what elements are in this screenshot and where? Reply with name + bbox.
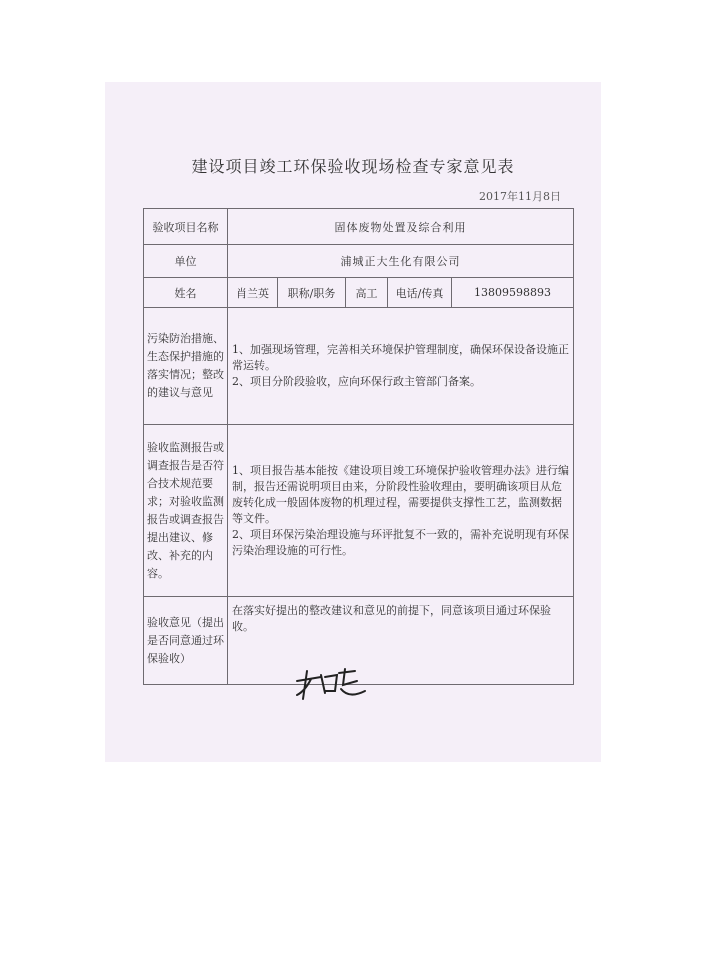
title-label: 职称/职务 [278, 278, 346, 308]
project-name-label: 验收项目名称 [144, 209, 228, 245]
report-label: 验收监测报告或调查报告是否符合技术规范要求；对验收监测报告或调查报告提出建议、修改、补充的内容。 [144, 425, 228, 597]
scanned-form-page [105, 82, 601, 762]
name-value: 肖兰英 [228, 278, 278, 308]
phone-value: 13809598893 [452, 278, 574, 308]
document-date: 2017年11月8日 [479, 190, 561, 203]
unit-row [144, 245, 574, 278]
pollution-line-2: 2、项目分阶段验收，应向环保行政主管部门备案。 [232, 375, 481, 388]
phone-label: 电话/传真 [388, 278, 452, 308]
report-line-1: 1、项目报告基本能按《建设项目竣工环境保护验收管理办法》进行编制，报告还需说明项目由来，分阶段性验收理由，要明确该项目从危废转化成一般固体废物的机理过程，需要提供支撑性工艺，监测数据等文件。 [232, 463, 569, 525]
handwritten-signature [291, 665, 371, 703]
unit-label: 单位 [144, 245, 228, 278]
report-line-2: 2、项目环保污染治理设施与环评批复不一致的，需补充说明现有环保污染治理设施的可行性。 [232, 527, 569, 557]
project-name-row [144, 209, 574, 245]
name-label: 姓名 [144, 278, 228, 308]
report-content [228, 425, 574, 597]
document-title: 建设项目竣工环保验收现场检查专家意见表 [191, 157, 515, 176]
opinion-content: 在落实好提出的整改建议和意见的前提下，同意该项目通过环保验收。 [228, 597, 574, 685]
unit-value: 浦城正大生化有限公司 [228, 245, 574, 278]
pollution-content [228, 308, 574, 425]
opinion-label: 验收意见（提出是否同意通过环保验收） [144, 597, 228, 685]
report-row [144, 425, 574, 597]
pollution-row [144, 308, 574, 425]
title-value: 高工 [346, 278, 388, 308]
expert-info-row [144, 278, 574, 308]
pollution-line-1: 1、加强现场管理，完善相关环境保护管理制度，确保环保设备设施正常运转。 [232, 343, 569, 372]
expert-opinion-table [143, 208, 574, 685]
pollution-label: 污染防治措施、生态保护措施的落实情况；整改的建议与意见 [144, 308, 228, 425]
project-name-value: 固体废物处置及综合利用 [228, 209, 574, 245]
